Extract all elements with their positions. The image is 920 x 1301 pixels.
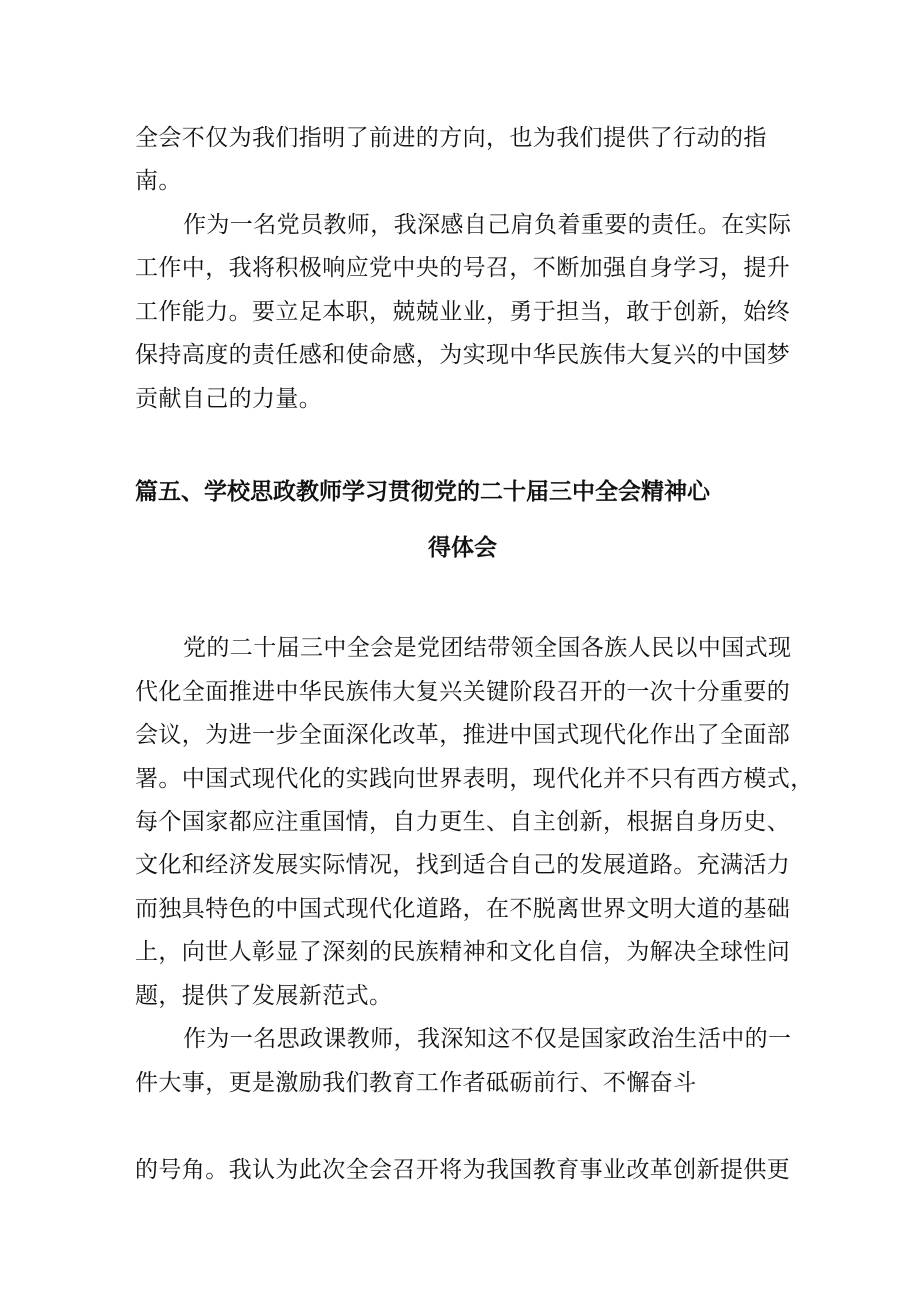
paragraph-line: 每个国家都应注重国情，自力更生、自主创新，根据自身历史、 [135,809,791,835]
paragraph-line: 工作能力。要立足本职，兢兢业业，勇于担当，敢于创新，始终 [135,299,791,325]
paragraph-line: 文化和经济发展实际情况，找到适合自己的发展道路。充满活力 [135,852,791,878]
paragraph-line: 的号角。我认为此次全会召开将为我国教育事业改革创新提供更 [135,1157,791,1183]
section-title: 篇五、学校思政教师学习贯彻党的二十届三中全会精神心 [135,479,710,505]
paragraph-line: 件大事，更是激励我们教育工作者砥砺前行、不懈奋斗 [135,1070,697,1096]
paragraph-line: 代化全面推进中华民族伟大复兴关键阶段召开的一次十分重要的 [135,679,791,705]
paragraph-line: 贡献自己的力量。 [135,386,323,412]
paragraph-line: 党的二十届三中全会是党团结带领全国各族人民以中国式现 [183,635,792,661]
paragraph-line: 南。 [135,168,182,194]
paragraph-line: 会议，为进一步全面深化改革，推进中国式现代化作出了全面部 [135,722,791,748]
paragraph-line: 作为一名党员教师，我深感自己肩负着重要的责任。在实际 [183,212,792,238]
paragraph-line: 全会不仅为我们指明了前进的方向，也为我们提供了行动的指 [135,125,767,151]
paragraph-line: 上，向世人彰显了深刻的民族精神和文化自信，为解决全球性问 [135,939,791,965]
paragraph-line: 作为一名思政课教师，我深知这不仅是国家政治生活中的一 [183,1026,792,1052]
paragraph-line: 工作中，我将积极响应党中央的号召，不断加强自身学习，提升 [135,255,791,281]
section-title-continued: 得体会 [428,535,497,561]
paragraph-line: 保持高度的责任感和使命感，为实现中华民族伟大复兴的中国梦 [135,342,791,368]
paragraph-line: 而独具特色的中国式现代化道路，在不脱离世界文明大道的基础 [135,896,791,922]
paragraph-line: 题，提供了发展新范式。 [135,983,393,1009]
paragraph-line: 署。中国式现代化的实践向世界表明，现代化并不只有西方模式， [135,766,814,792]
